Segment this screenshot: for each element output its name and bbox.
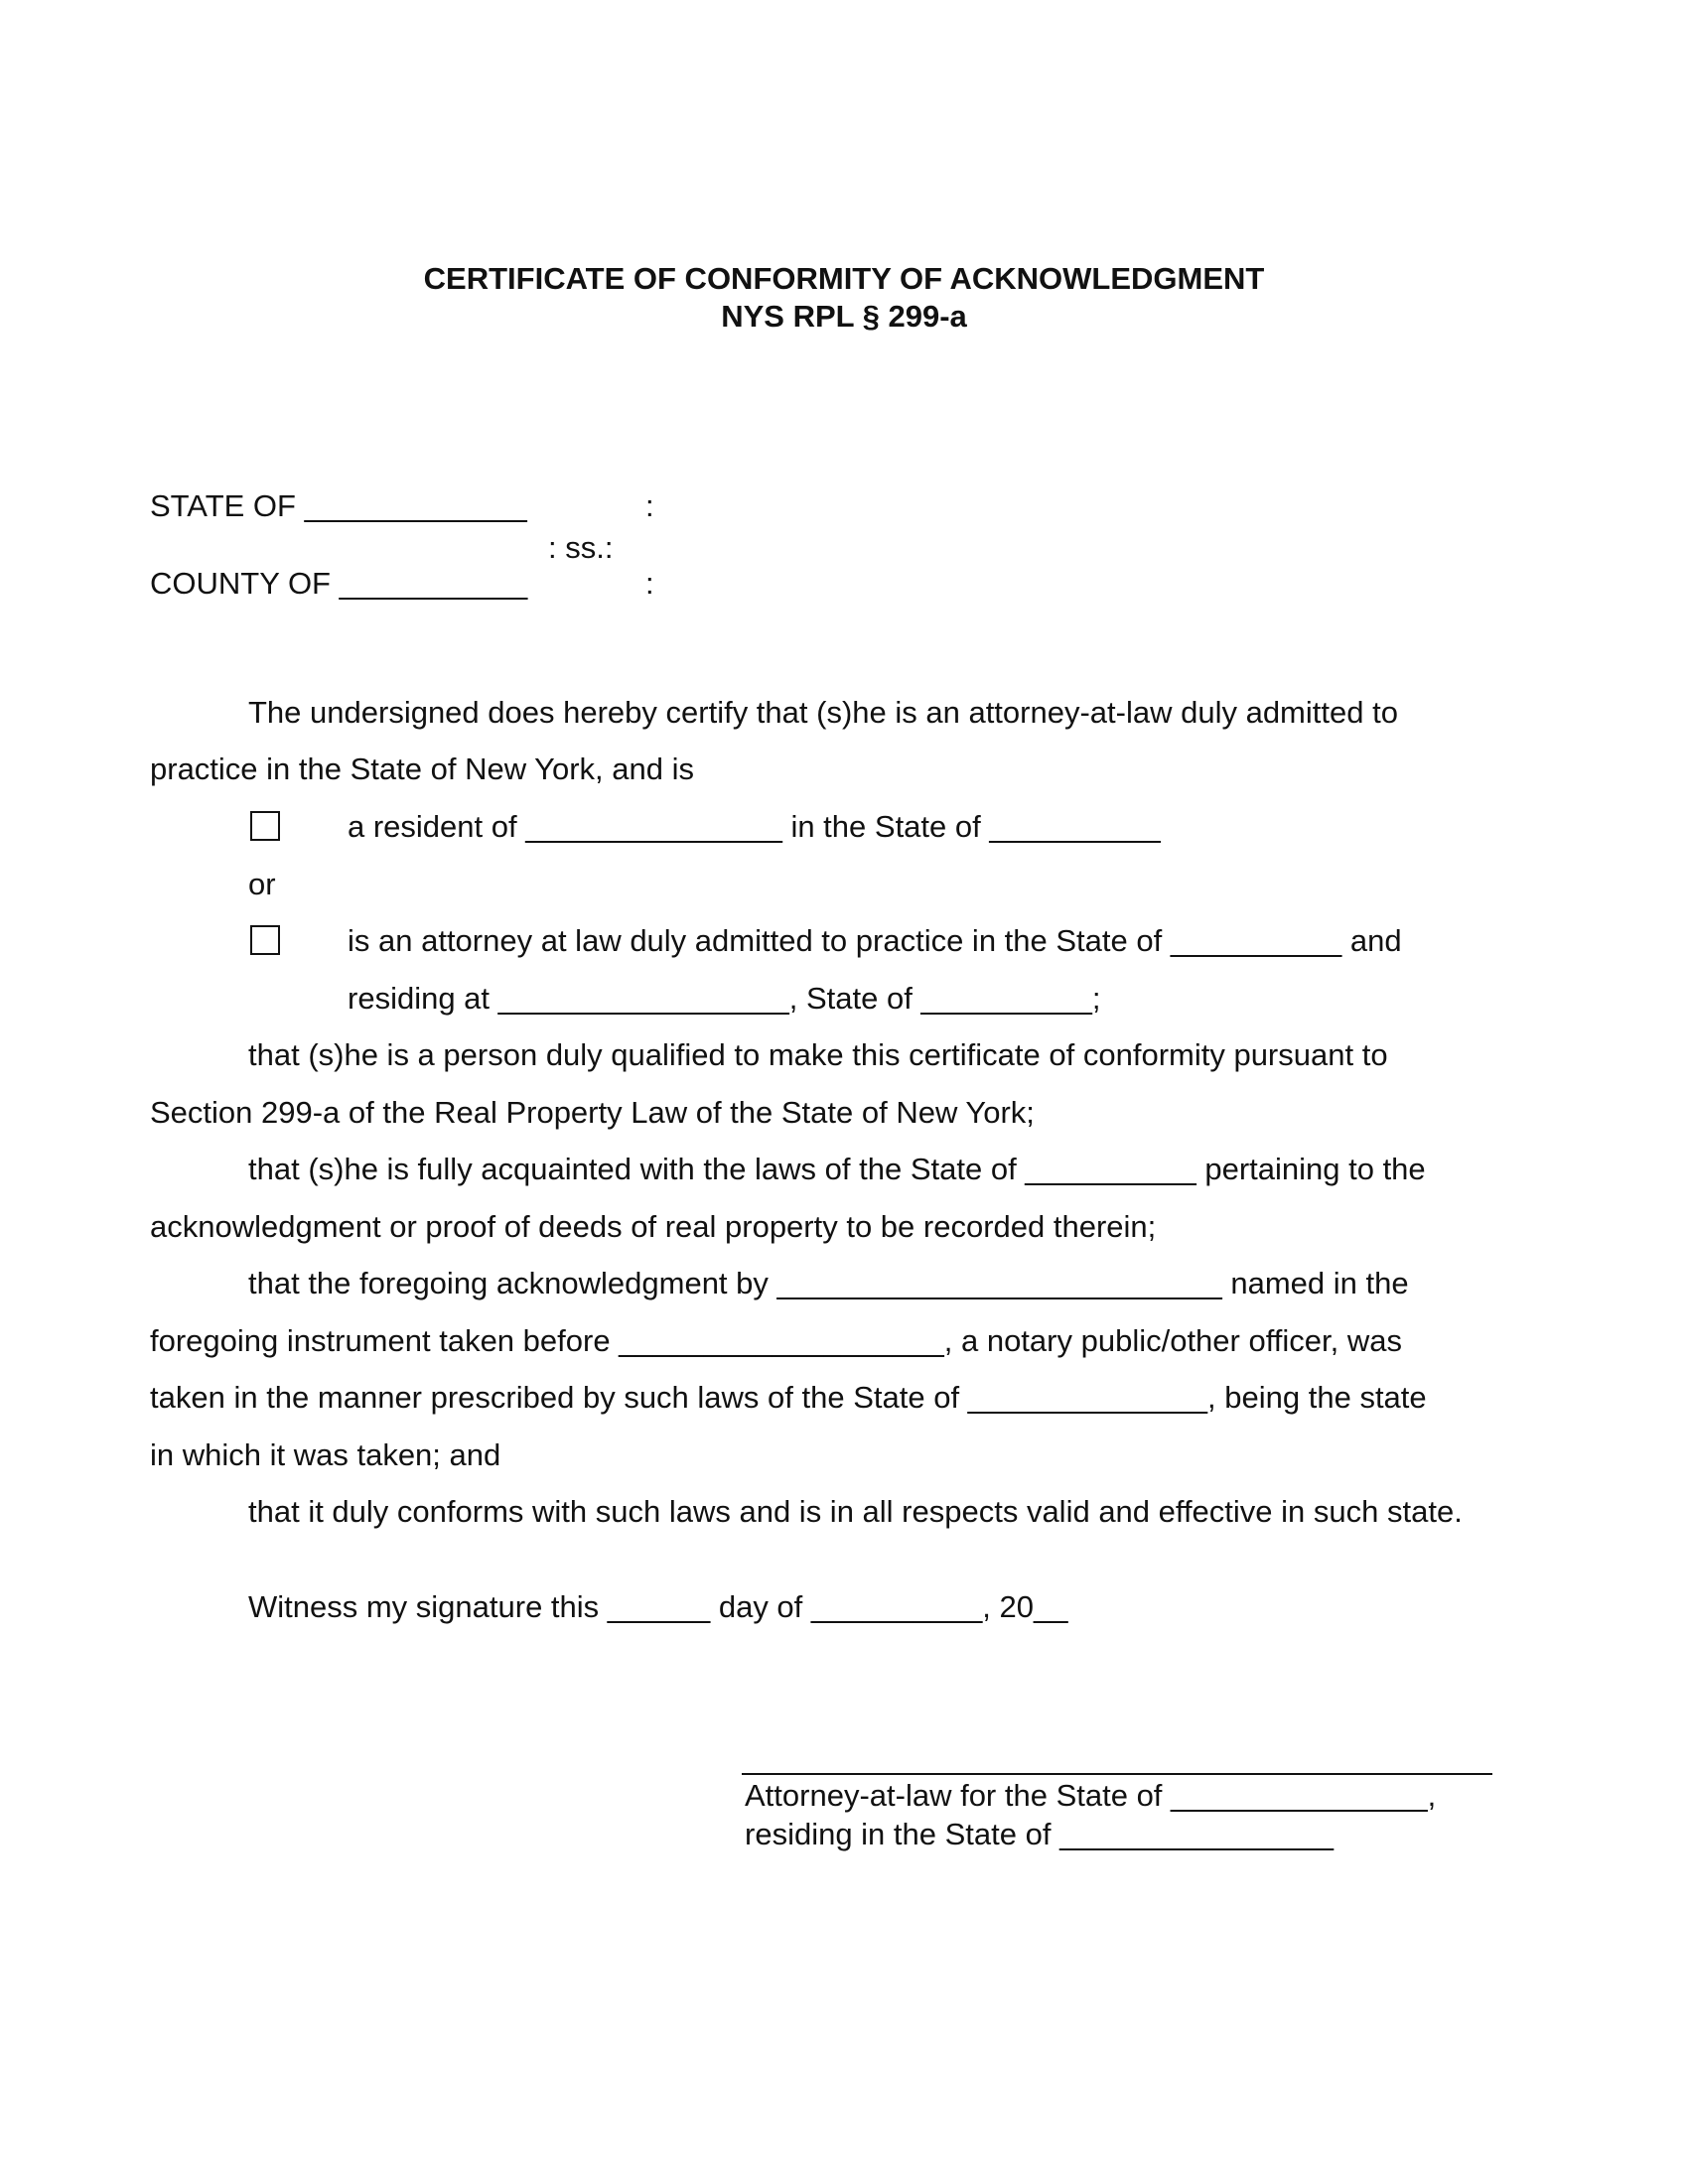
- foregoing-line-3: taken in the manner prescribed by such laws of the State of ______________, being the state: [150, 1380, 1427, 1415]
- foregoing-line-1: that the foregoing acknowledgment by __________________________ named in the: [248, 1266, 1409, 1300]
- witness-line: Witness my signature this ______ day of __________, 20__: [248, 1589, 1068, 1624]
- document-title: [0, 260, 1688, 336]
- attorney-state-line: Attorney-at-law for the State of _______________,: [745, 1778, 1437, 1813]
- signature-line[interactable]: [742, 1773, 1492, 1775]
- title-line-2: NYS RPL § 299-a: [721, 299, 967, 334]
- ss-line: : ss.:: [548, 530, 614, 565]
- qualified-line-2: Section 299-a of the Real Property Law of the State of New York;: [150, 1095, 1035, 1130]
- residing-state-line: residing in the State of ________________: [745, 1817, 1334, 1851]
- qualified-line-1: that (s)he is a person duly qualified to make this certificate of conformity pursuant to: [248, 1037, 1388, 1072]
- title-line-1: CERTIFICATE OF CONFORMITY OF ACKNOWLEDGMENT: [423, 261, 1265, 296]
- option-attorney-line-2: residing at _________________, State of __________;: [348, 981, 1101, 1016]
- acquainted-line-1: that (s)he is fully acquainted with the laws of the State of __________ pertaining to the: [248, 1152, 1426, 1186]
- state-of-line: STATE OF _____________: [150, 488, 527, 523]
- option-attorney-line-1: is an attorney at law duly admitted to practice in the State of __________ and: [348, 923, 1402, 958]
- foregoing-line-4: in which it was taken; and: [150, 1437, 501, 1472]
- intro-line-2: practice in the State of New York, and is: [150, 751, 694, 786]
- venue-colon-2: :: [645, 566, 654, 601]
- county-of-line: COUNTY OF ___________: [150, 566, 528, 601]
- venue-colon-1: :: [645, 488, 654, 523]
- option-resident: a resident of _______________ in the State of __________: [348, 809, 1161, 844]
- conforms-line: that it duly conforms with such laws and is in all respects valid and effective in such state.: [248, 1494, 1463, 1529]
- attorney-checkbox[interactable]: [250, 925, 280, 955]
- resident-checkbox[interactable]: [250, 811, 280, 841]
- foregoing-line-2: foregoing instrument taken before ___________________, a notary public/other officer, was: [150, 1323, 1402, 1358]
- intro-line-1: The undersigned does hereby certify that (s)he is an attorney-at-law duly admitted to: [248, 695, 1398, 730]
- acquainted-line-2: acknowledgment or proof of deeds of real property to be recorded therein;: [150, 1209, 1157, 1244]
- or-text: or: [248, 867, 276, 901]
